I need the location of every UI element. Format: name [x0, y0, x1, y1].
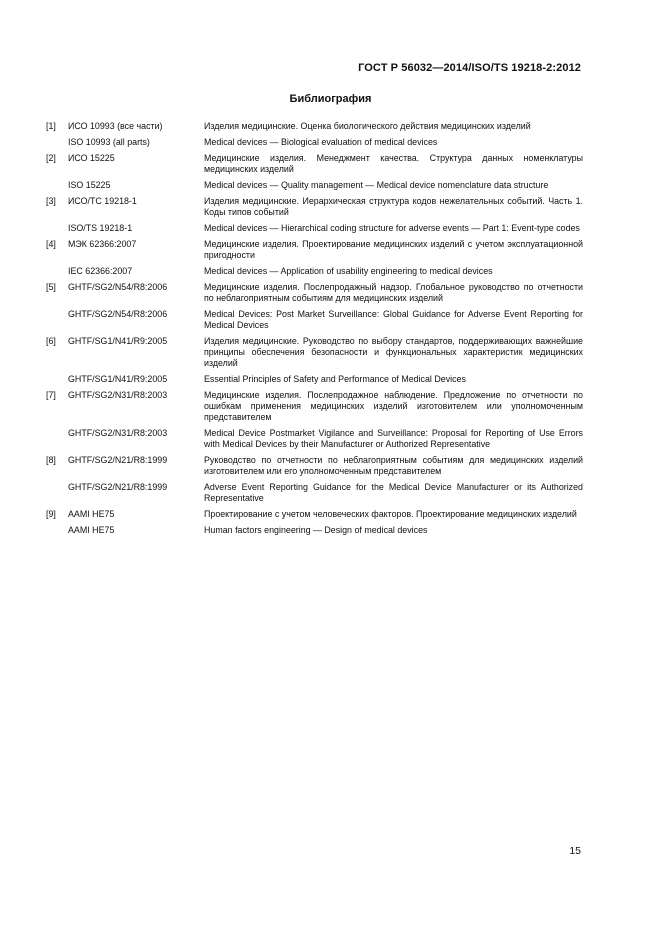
entry-description: Изделия медицинские. Иерархическая структура кодов нежелательных событий. Часть 1. Коды типов событий	[204, 196, 583, 217]
entry-description: Human factors engineering — Design of medical devices	[204, 525, 428, 535]
entry-description: Medical devices — Hierarchical coding structure for adverse events — Part 1: Event-type codes	[204, 223, 580, 233]
entry-number: [2]	[46, 153, 56, 163]
entry-code: GHTF/SG1/N41/R9:2005	[68, 374, 168, 384]
entry-code: ISO/TS 19218-1	[68, 223, 133, 233]
entry-description: Медицинские изделия. Менеджмент качества. Структура данных номенклатуры медицинских изделий	[204, 153, 583, 174]
page-number: 15	[569, 845, 581, 857]
entry-number: [6]	[46, 336, 56, 346]
entry-number: [7]	[46, 390, 56, 400]
entry-code: IEC 62366:2007	[68, 266, 133, 276]
entry-number: [8]	[46, 455, 56, 465]
entry-code: AAMI HE75	[68, 509, 115, 519]
bibliography-entry	[46, 309, 583, 331]
entry-description: Medical devices — Quality management — Medical device nomenclature data structure	[204, 180, 549, 190]
bibliography-entry	[46, 223, 583, 234]
entry-description: Medical devices — Biological evaluation of medical devices	[204, 137, 438, 147]
entry-description: Руководство по отчетности по неблагоприятным событиям для медицинских изделий изготовителем или его уполномоченным представителем	[204, 455, 583, 476]
entry-description: Медицинские изделия. Послепродажный надзор. Глобальное руководство по отчетности по неблагоприятным событиям для медицинских изделий	[204, 282, 583, 303]
bibliography-entry	[46, 482, 583, 504]
bibliography-title: Библиография	[289, 93, 372, 105]
bibliography-entry	[46, 374, 583, 385]
entry-code: МЭК 62366:2007	[68, 239, 137, 249]
bibliography-entry	[46, 153, 583, 175]
entry-code: AAMI HE75	[68, 525, 115, 535]
bibliography-entry	[46, 137, 583, 148]
entry-description: Медицинские изделия. Проектирование медицинских изделий с учетом эксплуатационной пригодности	[204, 239, 583, 260]
document-code-header: ГОСТ Р 56032—2014/ISO/TS 19218-2:2012	[358, 62, 581, 74]
bibliography-entry	[46, 525, 583, 536]
entry-code: GHTF/SG2/N31/R8:2003	[68, 390, 168, 400]
entry-number: [1]	[46, 121, 56, 131]
entry-code: ISO 15225	[68, 180, 111, 190]
bibliography-entry	[46, 282, 583, 304]
entry-description: Медицинские изделия. Послепродажное наблюдение. Предложение по отчетности по ошибкам применения медицинских изделий изготовителем или уполномоченным представителем	[204, 390, 583, 422]
entry-code: ИСО/ТС 19218-1	[68, 196, 137, 206]
bibliography-entry	[46, 239, 583, 261]
entry-code: GHTF/SG2/N21/R8:1999	[68, 482, 168, 492]
entry-description: Essential Principles of Safety and Performance of Medical Devices	[204, 374, 466, 384]
entry-number: [9]	[46, 509, 56, 519]
entry-description: Medical devices — Application of usability engineering to medical devices	[204, 266, 493, 276]
entry-number: [4]	[46, 239, 56, 249]
entry-code: ИСО 10993 (все части)	[68, 121, 163, 131]
entry-description: Проектирование с учетом человеческих факторов. Проектирование медицинских изделий	[204, 509, 577, 519]
bibliography-entry	[46, 390, 583, 423]
entry-description: Medical Devices: Post Market Surveillance: Global Guidance for Adverse Event Reporting for Medical Devices	[204, 309, 583, 330]
bibliography-entry	[46, 121, 583, 132]
entry-code: GHTF/SG1/N41/R9:2005	[68, 336, 168, 346]
entry-code: ИСО 15225	[68, 153, 115, 163]
bibliography-entry	[46, 196, 583, 218]
bibliography-entry	[46, 428, 583, 450]
bibliography-entry	[46, 455, 583, 477]
bibliography-entry	[46, 180, 583, 191]
entry-code: ISO 10993 (all parts)	[68, 137, 150, 147]
entry-code: GHTF/SG2/N21/R8:1999	[68, 455, 168, 465]
entry-description: Изделия медицинские. Руководство по выбору стандартов, поддерживающих важнейшие принципы обеспечения безопасности и функциональных характеристик медицинских изделий	[204, 336, 583, 368]
entry-description: Изделия медицинские. Оценка биологического действия медицинских изделий	[204, 121, 531, 131]
entry-code: GHTF/SG2/N54/R8:2006	[68, 282, 168, 292]
bibliography-entry	[46, 509, 583, 520]
entry-code: GHTF/SG2/N54/R8:2006	[68, 309, 168, 319]
entry-description: Medical Device Postmarket Vigilance and Surveillance: Proposal for Reporting of Use Errors with Medical Devices by their Manufacturer or Authorized Representative	[204, 428, 583, 449]
bibliography-entry	[46, 266, 583, 277]
bibliography-list	[46, 121, 583, 541]
bibliography-entry	[46, 336, 583, 369]
entry-code: GHTF/SG2/N31/R8:2003	[68, 428, 168, 438]
entry-description: Adverse Event Reporting Guidance for the Medical Device Manufacturer or its Authorized Representative	[204, 482, 583, 503]
entry-number: [5]	[46, 282, 56, 292]
entry-number: [3]	[46, 196, 56, 206]
